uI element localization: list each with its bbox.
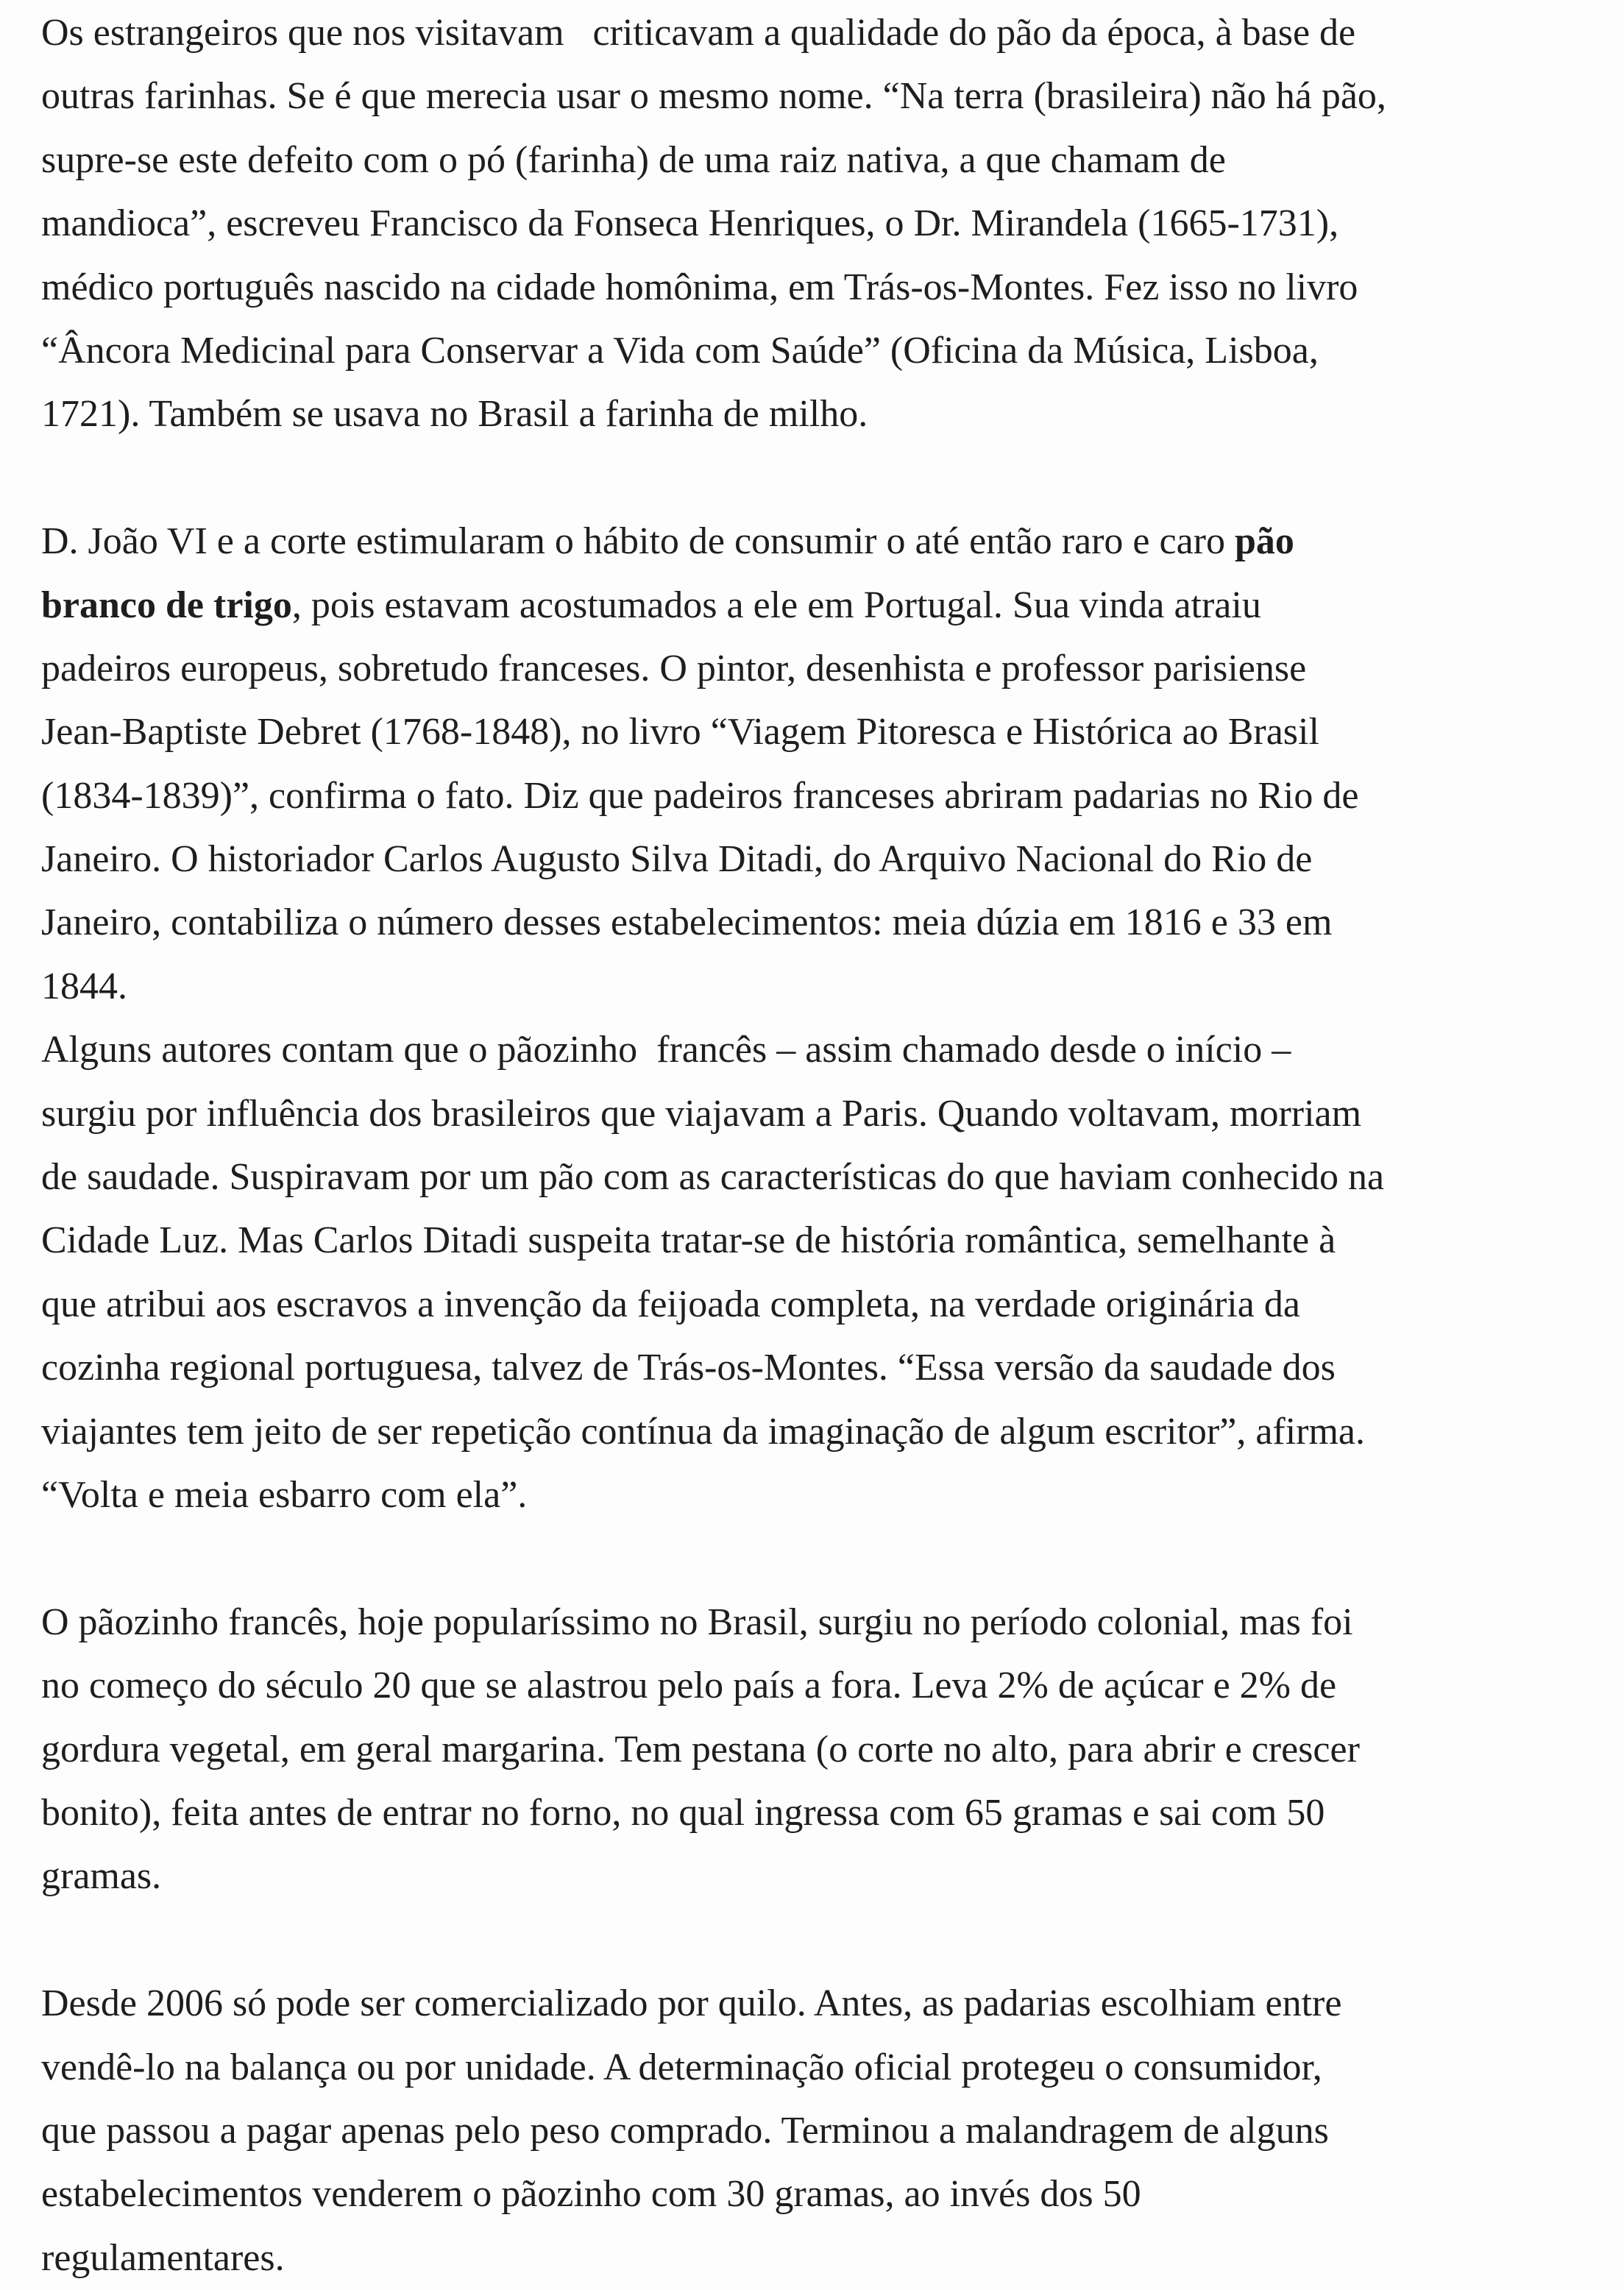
- paragraph-gap: [41, 1909, 1580, 1972]
- text-segment: D. João VI e a corte estimularam o hábito de consumir o até então raro e caro: [41, 520, 1235, 563]
- text-line: surgiu por influência dos brasileiros que viajavam a Paris. Quando voltavam, morriam: [41, 1092, 1362, 1135]
- text-line: 1721). Também se usava no Brasil a farinha de milho.: [41, 393, 868, 436]
- text-line: médico português nascido na cidade homônima, em Trás-os-Montes. Fez isso no livro: [41, 266, 1358, 308]
- paragraph-gap: [41, 447, 1580, 510]
- text-line: [41, 574, 1580, 637]
- text-line: Cidade Luz. Mas Carlos Ditadi suspeita tratar-se de história romântica, semelhante à: [41, 1219, 1336, 1262]
- text-line: Os estrangeiros que nos visitavam criticavam a qualidade do pão da época, à base de: [41, 12, 1356, 54]
- text-line: no começo do século 20 que se alastrou pelo país a fora. Leva 2% de açúcar e 2% de: [41, 1665, 1337, 1707]
- text-line: “Âncora Medicinal para Conservar a Vida com Saúde” (Oficina da Música, Lisboa,: [41, 329, 1319, 372]
- text-line: que passou a pagar apenas pelo peso comprado. Terminou a malandragem de alguns: [41, 2109, 1329, 2152]
- text-line: padeiros europeus, sobretudo franceses. O pintor, desenhista e professor parisiense: [41, 647, 1307, 690]
- text-line: de saudade. Suspiravam por um pão com as características do que haviam conhecido na: [41, 1156, 1385, 1199]
- text-line: que atribui aos escravos a invenção da feijoada completa, na verdade originária da: [41, 1283, 1300, 1325]
- bold-term: branco de trigo: [41, 584, 292, 626]
- text-line: O pãozinho francês, hoje popularíssimo no Brasil, surgiu no período colonial, mas foi: [41, 1600, 1353, 1643]
- article-body: [41, 1, 1580, 2290]
- text-line: supre-se este defeito com o pó (farinha) de uma raiz nativa, a que chamam de: [41, 138, 1226, 181]
- paragraph-gap: [41, 1527, 1580, 1590]
- paragraph-2: [41, 510, 1580, 1018]
- text-line: estabelecimentos venderem o pãozinho com 30 gramas, ao invés dos 50: [41, 2173, 1141, 2216]
- text-line: [41, 510, 1580, 573]
- paragraph-3: [41, 1018, 1580, 1527]
- paragraph-5: [41, 1972, 1580, 2290]
- text-line: Jean-Baptiste Debret (1768-1848), no livro “Viagem Pitoresca e Histórica ao Brasil: [41, 711, 1319, 754]
- text-line: regulamentares.: [41, 2236, 285, 2279]
- text-line: cozinha regional portuguesa, talvez de Trás-os-Montes. “Essa versão da saudade dos: [41, 1347, 1336, 1389]
- text-line: 1844.: [41, 965, 127, 1007]
- paragraph-4: [41, 1591, 1580, 1909]
- text-segment: , pois estavam acostumados a ele em Portugal. Sua vinda atraiu: [291, 584, 1261, 626]
- text-line: Janeiro. O historiador Carlos Augusto Silva Ditadi, do Arquivo Nacional do Rio de: [41, 838, 1313, 881]
- text-line: Desde 2006 só pode ser comercializado por quilo. Antes, as padarias escolhiam entre: [41, 1982, 1342, 2025]
- text-line: Alguns autores contam que o pãozinho francês – assim chamado desde o início –: [41, 1029, 1291, 1071]
- text-line: mandioca”, escreveu Francisco da Fonseca Henriques, o Dr. Mirandela (1665-1731),: [41, 202, 1339, 245]
- text-line: vendê-lo na balança ou por unidade. A determinação oficial protegeu o consumidor,: [41, 2046, 1322, 2088]
- text-line: outras farinhas. Se é que merecia usar o mesmo nome. “Na terra (brasileira) não há pão,: [41, 75, 1386, 118]
- bold-term: pão: [1234, 520, 1294, 563]
- text-line: gordura vegetal, em geral margarina. Tem pestana (o corte no alto, para abrir e crescer: [41, 1728, 1360, 1770]
- paragraph-1: [41, 1, 1580, 447]
- text-line: viajantes tem jeito de ser repetição contínua da imaginação de algum escritor”, afirma.: [41, 1410, 1366, 1453]
- text-line: (1834-1839)”, confirma o fato. Diz que padeiros franceses abriram padarias no Rio de: [41, 774, 1359, 817]
- text-line: gramas.: [41, 1855, 162, 1898]
- text-line: Janeiro, contabiliza o número desses estabelecimentos: meia dúzia em 1816 e 33 em: [41, 901, 1333, 944]
- text-line: bonito), feita antes de entrar no forno, no qual ingressa com 65 gramas e sai com 50: [41, 1791, 1325, 1834]
- text-line: “Volta e meia esbarro com ela”.: [41, 1473, 528, 1516]
